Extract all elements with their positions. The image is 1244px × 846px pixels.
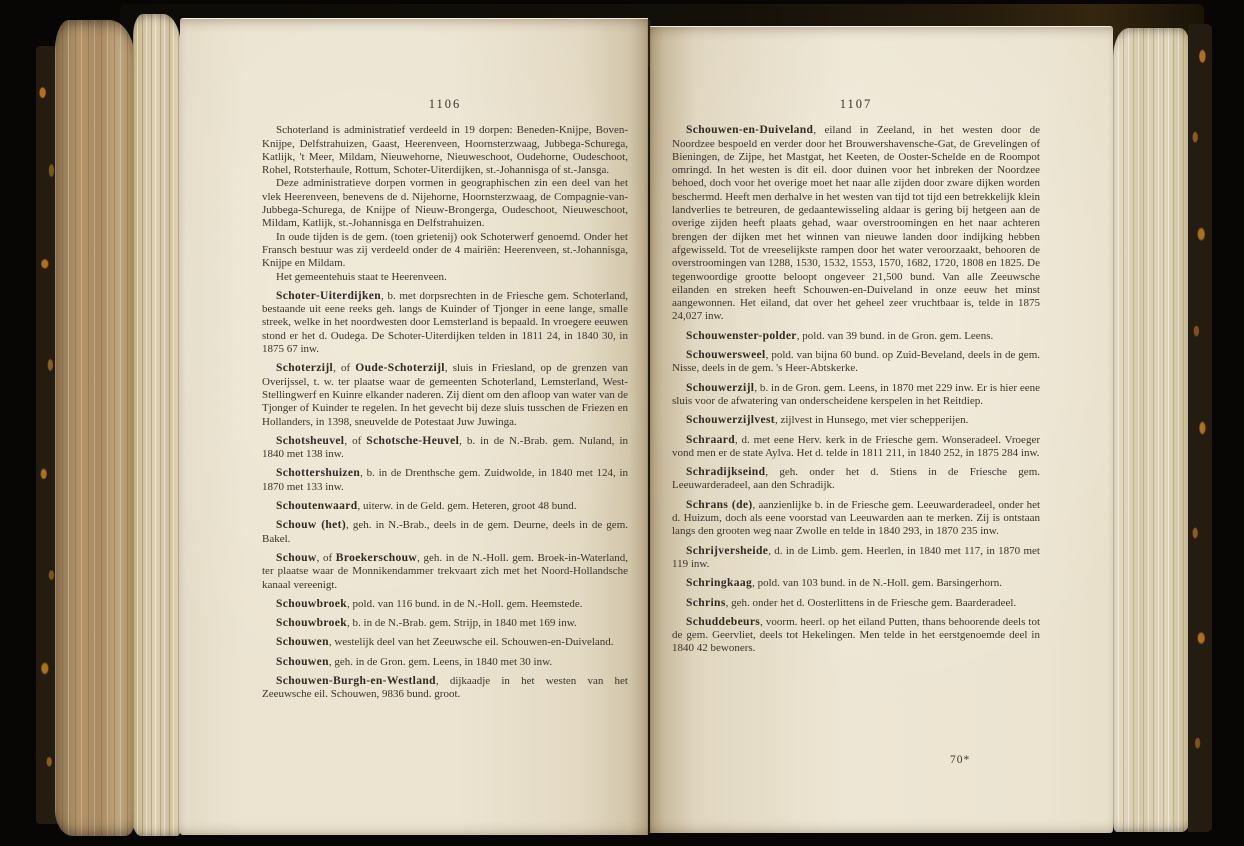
right-fore-edge-pages bbox=[1113, 28, 1190, 832]
entry-headword: Schoter-Uiterdijken bbox=[276, 289, 381, 302]
entry-body-text: , dijkaadje in het westen van het Zeeuwsche eil. Schouwen, 9836 bund. groot. bbox=[262, 674, 628, 701]
entry-headword: Schouwenster-polder bbox=[686, 329, 797, 342]
entry-body-text: , geh. onder het d. Oosterlittens in de Friesche gem. Baarderadeel. bbox=[725, 596, 1017, 609]
dictionary-entry bbox=[672, 124, 1040, 323]
entry-body-text: , zijlvest in Hunsego, met vier schepperijen. bbox=[774, 414, 969, 427]
entry-headword: Schoutenwaard bbox=[276, 500, 358, 513]
dictionary-entry bbox=[262, 435, 628, 462]
left-fore-edge-pages bbox=[55, 20, 135, 836]
dictionary-entry bbox=[672, 330, 1040, 343]
page-number-left: 1106 bbox=[428, 97, 462, 111]
entry-body-text: , eiland in Zeeland, in het westen door de Noordzee bespoeld en verder door het Brouwershavensche-Gat, de Grevelingen of Bieningen, de Zijpe, het Mastgat, het Keeten, de Ooster-Schelde en de Roompot omringd. In het westen is dit eil. door duinen voor het inbreken der Noordzee behoed, doch voor het overige moet het naar alle zijden door zware dijken worden beschermd. Heeft men derhalve in het westen van tijd tot tijd een betrekkelijk klein landverlies te betreuren, de gedaantewisseling aldaar is gering bij hetgeen aan de overige zijden heeft plaats gehad, waar overstroomingen en het naar achteren brengen der dijken met het winnen van nieuwe landen door indijking hebben afgewisseld. Tot de vreeselijkste rampen door het water veroorzaakt, behooren de overstroomingen van 1288, 1530, 1532, 1553, 1570, 1682, 1720, 1808 en 1825. De tegenwoordige grootte beloopt ongeveer 21,500 bund. Van alle Zeeuwsche eilanden en streken heeft Schouwen-en-Duiveland in onze eeuw het minst aangewonnen. Het eiland, dat over het geheel zeer vruchtbaar is, telde in 1875 24,027 inw. bbox=[672, 124, 1040, 323]
entry-body-text: In oude tijden is de gem. (toen grietenij) ook Schoterwerf genoemd. Onder het Fransch bestuur was zij verdeeld onder de 4 mairiën: Heerenveen, st.-Johannisga, Knijpe en Mildam. bbox=[262, 230, 628, 270]
dictionary-entry bbox=[672, 349, 1040, 376]
entry-headword: Schuddebeurs bbox=[686, 615, 761, 628]
entry-body-text: , voorm. heerl. op het eiland Putten, thans behoorende deels tot de gem. Geervliet, deels tot Hekelingen. Men telde in het eerstgenoemde deel in 1840 42 bewoners. bbox=[672, 615, 1040, 655]
entry-headword: Schouwbroek bbox=[276, 617, 348, 630]
entry-headword: Schouwerzijl bbox=[686, 381, 755, 394]
entry-headword: Schringkaag bbox=[686, 577, 753, 590]
entry-body-text: Het gemeentehuis staat te Heerenveen. bbox=[276, 270, 447, 283]
book-gutter bbox=[647, 20, 651, 834]
entry-body-text: , sluis in Friesland, op de grenzen van Overijssel, t. w. ter plaatse waar de gemeenten Schoterland, Lemsterland, West-Stellingwerf en Kuinre elkander naderen. Zij dient om den afloop van water van de Tjonger of Kuinder te regelen. In het gevecht bij deze sluis tusschen de Friezen en Hollanders, in 1398, sneuvelde de Potestaat Juw Juwinga. bbox=[262, 362, 628, 428]
dictionary-entry bbox=[262, 362, 628, 428]
dictionary-entry bbox=[262, 467, 628, 494]
dictionary-entry bbox=[262, 500, 628, 513]
paragraph bbox=[262, 124, 628, 177]
entry-body-text: , d. in de Limb. gem. Heerlen, in 1840 met 117, in 1870 met 119 inw. bbox=[672, 544, 1040, 570]
entry-headword: Schoterzijl bbox=[276, 362, 334, 375]
signature-mark: 70* bbox=[950, 754, 971, 766]
entry-headword: Schrijversheide bbox=[686, 544, 769, 557]
entry-body-text: , pold. van bijna 60 bund. op Zuid-Beveland, deels in de gem. Nisse, deels in de gem. 's Heer-Abtskerke. bbox=[672, 349, 1040, 375]
entry-body-text: , geh. in N.-Brab., deels in de gem. Deurne, deels in de gem. Bakel. bbox=[262, 519, 628, 545]
entry-body-text: , geh. onder het d. Stiens in de Friesche gem. Leeuwarderadeel, aan den Schradijk. bbox=[672, 466, 1040, 492]
left-page-leaves bbox=[133, 14, 181, 836]
entry-headword: Schotsche-Heuvel bbox=[366, 434, 460, 447]
entry-body-text: , of bbox=[333, 362, 356, 375]
entry-body-text: , b. in de Gron. gem. Leens, in 1870 met 229 inw. Er is hier eene sluis voor de afwatering van onderscheidene kerspelen in het Reitdiep. bbox=[672, 381, 1040, 407]
entry-body-text: , b. in de N.-Brab. gem. Nuland, in 1840 met 138 inw. bbox=[262, 434, 628, 461]
entry-body-text: , of bbox=[316, 551, 336, 564]
entry-headword: Schouwen bbox=[276, 655, 329, 668]
entry-headword: Schouwerzijlvest bbox=[686, 414, 775, 427]
dictionary-entry bbox=[672, 545, 1040, 572]
entry-headword: Oude-Schoterzijl bbox=[355, 362, 445, 375]
entry-headword: Schraard bbox=[686, 433, 735, 446]
paragraph bbox=[262, 231, 628, 271]
entry-body-text: , geh. in de Gron. gem. Leens, in 1840 met 30 inw. bbox=[328, 655, 553, 668]
dictionary-entry bbox=[672, 382, 1040, 409]
dictionary-entry bbox=[672, 616, 1040, 656]
dictionary-entry bbox=[262, 617, 628, 630]
entry-headword: Schrans (de) bbox=[686, 498, 753, 511]
left-page-paragraphs bbox=[262, 124, 628, 701]
entry-body-text: , pold. van 39 bund. in de Gron. gem. Leens. bbox=[796, 329, 994, 342]
entry-body-text: , b. in de N.-Brab. gem. Strijp, in 1840 met 169 inw. bbox=[347, 617, 577, 630]
entry-headword: Schouwen bbox=[276, 636, 329, 649]
entry-headword: Schouw (het) bbox=[276, 519, 347, 532]
entry-body-text: , westelijk deel van het Zeeuwsche eil. Schouwen-en-Duiveland. bbox=[328, 636, 614, 649]
dictionary-entry bbox=[262, 656, 628, 669]
right-page-text-column bbox=[672, 98, 1040, 656]
entry-headword: Schouwen-en-Duiveland bbox=[686, 124, 814, 137]
dictionary-entry bbox=[672, 499, 1040, 539]
dictionary-entry bbox=[262, 290, 628, 356]
entry-body-text: , uiterw. in de Geld. gem. Heteren, groot 48 bund. bbox=[357, 500, 577, 513]
entry-headword: Schottershuizen bbox=[276, 467, 361, 480]
dictionary-entry bbox=[672, 434, 1040, 461]
entry-body-text: , d. met eene Herv. kerk in de Friesche gem. Wonseradeel. Vroeger vond men er de state Aylva. Het d. telde in 1811 211, in 1840 252, in 1875 284 inw. bbox=[672, 433, 1040, 459]
entry-headword: Schouw bbox=[276, 551, 317, 564]
dictionary-entry bbox=[672, 414, 1040, 427]
paragraph bbox=[262, 271, 628, 284]
entry-headword: Schradijkseind bbox=[686, 466, 766, 479]
right-page-paragraphs bbox=[672, 124, 1040, 655]
entry-body-text: Deze administratieve dorpen vormen in geographischen zin een deel van het vlek Heerenveen, benevens de d. Nijehorne, Hoornsterzwaag, de Compagnie-van-Jubbega-Schurega, de Knijpe of Nieuw-Brongerga, Oudeschoot, Nieuweschoot, Mildam, Katlijk, st.-Johannisga en Delfstrahuizen. bbox=[262, 177, 628, 230]
dictionary-entry bbox=[672, 597, 1040, 610]
entry-body-text: , aanzienlijke b. in de Friesche gem. Leeuwarderadeel, onder het d. Huizum, doch als eene voorstad van Leeuwarden aan te merken. Zij is ontstaan langs den grooten weg naar Zwolle en telde in 1840 293, in 1870 235 inw. bbox=[672, 498, 1041, 538]
dictionary-entry bbox=[672, 577, 1040, 590]
entry-headword: Schouwbroek bbox=[276, 597, 348, 610]
entry-body-text: , pold. van 103 bund. in de N.-Holl. gem. Barsingerhorn. bbox=[752, 577, 1002, 590]
dictionary-entry bbox=[262, 552, 628, 592]
page-number-right: 1107 bbox=[839, 97, 873, 111]
left-page bbox=[180, 18, 648, 835]
entry-body-text: Schoterland is administratief verdeeld in 19 dorpen: Beneden-Knijpe, Boven-Knijpe, Delfstrahuizen, Gaast, Heerenveen, Hoornsterzwaag, Jubbega-Schurega, Katlijk, 't Meer, Mildam, Nieuwehorne, Nieuweschoot, Oudehorne, Oudeschoot, Rohel, Rotsterhaule, Rottum, Schoter-Uiterdijken, st.-Johannisga of st.-Jansga. bbox=[262, 124, 628, 177]
paragraph bbox=[262, 177, 628, 230]
entry-headword: Schotsheuvel bbox=[276, 434, 345, 447]
dictionary-entry bbox=[262, 598, 628, 611]
entry-headword: Schrins bbox=[686, 596, 726, 609]
left-page-text-column bbox=[262, 98, 628, 702]
right-page bbox=[650, 26, 1113, 833]
dictionary-entry bbox=[262, 519, 628, 546]
dictionary-entry bbox=[672, 466, 1040, 493]
entry-body-text: , pold. van 116 bund. in de N.-Holl. gem. Heemstede. bbox=[347, 597, 583, 610]
entry-headword: Broekerschouw bbox=[335, 551, 418, 564]
entry-body-text: , b. met dorpsrechten in de Friesche gem. Schoterland, bestaande uit eene reeks geh. langs de Kuinder of Tjonger in eene lange, smalle streek, welke in het noordwesten door Lemsterland is bepaald. In vroegere eeuwen stond er het d. Oudega. De Schoter-Uiterdijken telden in 1811 24, in 1840 30, in 1875 67 inw. bbox=[262, 289, 628, 356]
entry-body-text: , of bbox=[344, 434, 367, 447]
entry-headword: Schouwersweel bbox=[686, 349, 766, 362]
entry-body-text: , b. in de Drenthsche gem. Zuidwolde, in 1840 met 124, in 1870 met 133 inw. bbox=[262, 467, 628, 493]
entry-body-text: , geh. in de N.-Holl. gem. Broek-in-Waterland, ter plaatse waar de Monnikendammer trekvaart zich met het Noord-Hollandsche kanaal vereenigt. bbox=[262, 551, 628, 591]
right-marbled-cover bbox=[1188, 24, 1212, 832]
dictionary-entry bbox=[262, 636, 628, 649]
dictionary-entry bbox=[262, 675, 628, 702]
entry-headword: Schouwen-Burgh-en-Westland bbox=[276, 674, 436, 687]
